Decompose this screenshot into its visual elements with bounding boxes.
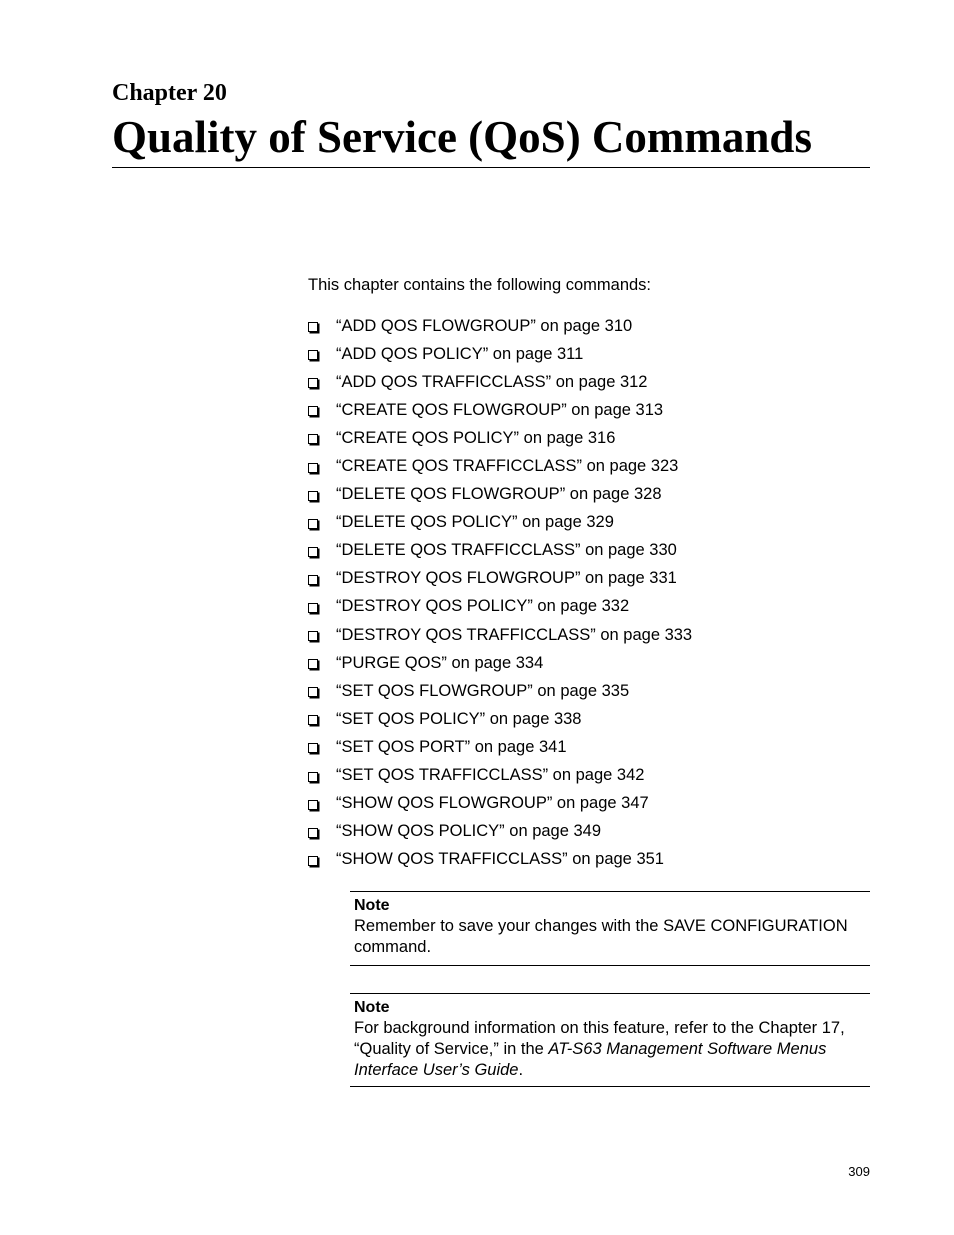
list-item[interactable]	[308, 621, 692, 649]
list-item[interactable]	[308, 368, 692, 396]
list-item[interactable]	[308, 705, 692, 733]
list-item[interactable]	[308, 509, 692, 537]
command-link[interactable]: “DESTROY QOS FLOWGROUP” on page 331	[336, 569, 677, 588]
checkbox-square-icon	[308, 406, 318, 416]
list-item[interactable]	[308, 481, 692, 509]
page-number: 309	[848, 1164, 870, 1179]
list-item[interactable]	[308, 846, 692, 874]
checkbox-square-icon	[308, 772, 318, 782]
command-link[interactable]: “DELETE QOS TRAFFICCLASS” on page 330	[336, 541, 677, 560]
checkbox-square-icon	[308, 491, 318, 501]
note-save-configuration	[350, 891, 870, 966]
command-link[interactable]: “SHOW QOS TRAFFICCLASS” on page 351	[336, 850, 664, 869]
note-text-end: .	[518, 1061, 524, 1079]
guide-title: AT-S63 Management Software Menus Interface User’s Guide	[354, 1040, 827, 1079]
checkbox-square-icon	[308, 631, 318, 641]
list-item[interactable]	[308, 565, 692, 593]
note-text: Remember to save your changes with the SAVE CONFIGURATION command.	[354, 917, 848, 956]
note-background-info	[350, 993, 870, 1087]
command-link[interactable]: “PURGE QOS” on page 334	[336, 653, 544, 672]
command-link[interactable]: “SET QOS FLOWGROUP” on page 335	[336, 681, 630, 700]
intro-text: This chapter contains the following commands:	[308, 276, 652, 294]
command-link[interactable]: “ADD QOS FLOWGROUP” on page 310	[336, 316, 633, 335]
command-list	[308, 312, 692, 874]
note-heading: Note	[354, 897, 390, 914]
checkbox-square-icon	[308, 434, 318, 444]
checkbox-square-icon	[308, 322, 318, 332]
command-link[interactable]: “SET QOS PORT” on page 341	[336, 737, 567, 756]
command-link[interactable]: “DESTROY QOS TRAFFICCLASS” on page 333	[336, 625, 693, 644]
checkbox-square-icon	[308, 743, 318, 753]
list-item[interactable]	[308, 312, 692, 340]
list-item[interactable]	[308, 396, 692, 424]
checkbox-square-icon	[308, 350, 318, 360]
command-link[interactable]: “SHOW QOS FLOWGROUP” on page 347	[336, 794, 649, 813]
command-link[interactable]: “SHOW QOS POLICY” on page 349	[336, 822, 602, 841]
list-item[interactable]	[308, 424, 692, 452]
list-item[interactable]	[308, 340, 692, 368]
list-item[interactable]	[308, 452, 692, 480]
chapter-title: Quality of Service (QoS) Commands	[112, 112, 812, 162]
title-divider	[112, 167, 870, 168]
checkbox-square-icon	[308, 856, 318, 866]
checkbox-square-icon	[308, 715, 318, 725]
list-item[interactable]	[308, 790, 692, 818]
command-link[interactable]: “ADD QOS POLICY” on page 311	[336, 344, 584, 363]
command-link[interactable]: “CREATE QOS TRAFFICCLASS” on page 323	[336, 457, 679, 476]
checkbox-square-icon	[308, 519, 318, 529]
command-link[interactable]: “ADD QOS TRAFFICCLASS” on page 312	[336, 372, 648, 391]
chapter-label: Chapter 20	[112, 80, 227, 106]
command-link[interactable]: “DELETE QOS FLOWGROUP” on page 328	[336, 485, 662, 504]
note-heading: Note	[354, 999, 390, 1016]
checkbox-square-icon	[308, 800, 318, 810]
command-link[interactable]: “DELETE QOS POLICY” on page 329	[336, 513, 614, 532]
list-item[interactable]	[308, 677, 692, 705]
command-link[interactable]: “CREATE QOS POLICY” on page 316	[336, 428, 616, 447]
command-link[interactable]: “SET QOS TRAFFICCLASS” on page 342	[336, 766, 645, 785]
list-item[interactable]	[308, 818, 692, 846]
list-item[interactable]	[308, 733, 692, 761]
command-link[interactable]: “CREATE QOS FLOWGROUP” on page 313	[336, 400, 664, 419]
checkbox-square-icon	[308, 603, 318, 613]
note-text	[354, 1018, 866, 1081]
checkbox-square-icon	[308, 547, 318, 557]
checkbox-square-icon	[308, 575, 318, 585]
note-text-start: For background information on this feature, refer to the Chapter 17, “Quality of Service,” in the	[354, 1019, 845, 1058]
list-item[interactable]	[308, 762, 692, 790]
command-link[interactable]: “SET QOS POLICY” on page 338	[336, 709, 582, 728]
list-item[interactable]	[308, 593, 692, 621]
checkbox-square-icon	[308, 687, 318, 697]
checkbox-square-icon	[308, 828, 318, 838]
command-link[interactable]: “DESTROY QOS POLICY” on page 332	[336, 597, 630, 616]
list-item[interactable]	[308, 537, 692, 565]
checkbox-square-icon	[308, 378, 318, 388]
checkbox-square-icon	[308, 659, 318, 669]
list-item[interactable]	[308, 649, 692, 677]
checkbox-square-icon	[308, 463, 318, 473]
